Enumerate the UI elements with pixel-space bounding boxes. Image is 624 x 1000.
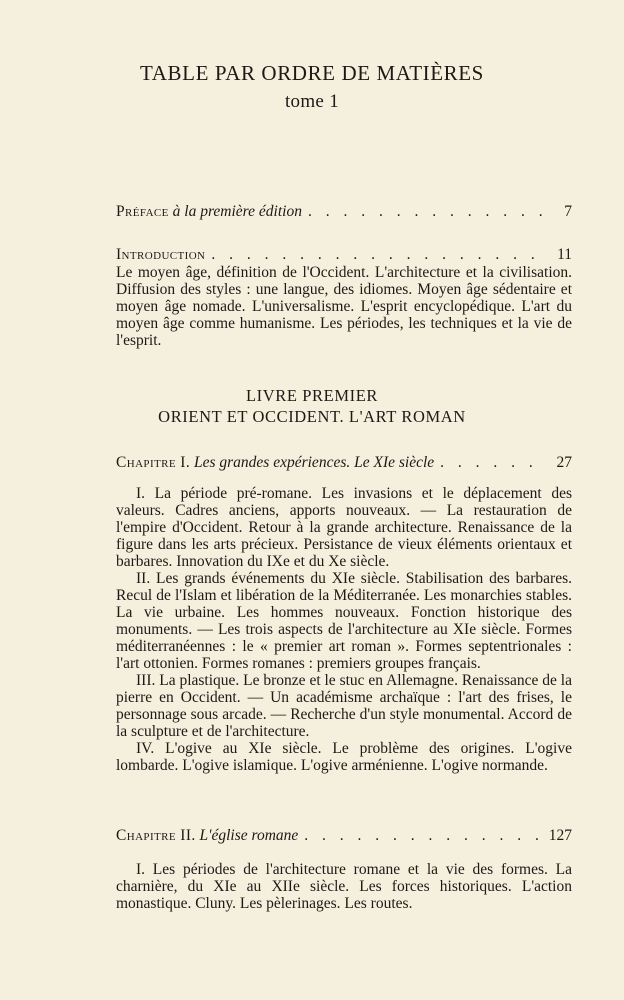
chapitre-1-section-2: II. Les grands événements du XIe siècle. Stabilisation des barbares. Recul de l'Islam et libération de la Méditerranée. Les monarchies stables. La vie urbaine. Les hommes nouveaux. Fonction historique des monuments. — Les trois aspects de l'architecture au XIe siècle. Formes méditerranéennes : le « premier art roman ». Formes septentrionales : l'art ottonien. Formes romanes : premiers groupes français. — [116, 570, 572, 672]
preface-label-italic: à la première édition — [172, 203, 302, 220]
chapitre-1-section-1: I. La période pré-romane. Les invasions et le déplacement des valeurs. Cadres anciens, apports nouveaux. — La restauration de l'empire d'Occident. Retour à la grande architecture. Renaissance de la figure dans les arts précieux. Persistance de vieux éléments orientaux et barbares. Innovation du IXe et du Xe siècle. — [116, 485, 572, 570]
preface-label — [116, 203, 302, 221]
leader-dots — [304, 827, 542, 845]
chapitre-2-number: Chapitre II. — [116, 827, 196, 844]
introduction-label: Introduction — [116, 246, 206, 263]
toc-entry-chapitre-2 — [116, 827, 572, 845]
page-title: TABLE PAR ORDRE DE MATIÈRES — [140, 61, 484, 85]
chapitre-1-section-3: III. La plastique. Le bronze et le stuc en Allemagne. Renaissance de la pierre en Occident. — Un académisme archaïque : l'art des frises, le personnage sous arcade. — Recherche d'un style monumental. Accord de la sculpture et de l'architecture. — [116, 672, 572, 740]
chapitre-1-label — [116, 454, 434, 472]
preface-page-number: 7 — [564, 203, 572, 220]
chapitre-1-title: Les grandes expériences. Le XIe siècle — [193, 454, 435, 471]
volume-subtitle: tome 1 — [284, 91, 340, 112]
leader-dots — [211, 246, 542, 264]
livre-title: ORIENT ET OCCIDENT. L'ART ROMAN — [158, 407, 466, 426]
chapitre-1-page-number: 27 — [556, 454, 572, 471]
toc-entry-preface — [116, 203, 572, 221]
livre-heading — [0, 385, 624, 427]
introduction-summary — [116, 264, 572, 349]
chapitre-2-section-1: I. Les périodes de l'architecture romane et la vie des formes. La charnière, du XIe au XIIe siècle. Les forces historiques. L'action monastique. Cluny. Les pèlerinages. Les routes. — [116, 861, 572, 912]
introduction-page-number: 11 — [557, 246, 572, 263]
chapitre-1-number: Chapitre I. — [116, 454, 191, 471]
leader-dots — [440, 454, 542, 472]
livre-number: LIVRE PREMIER — [245, 386, 378, 405]
chapitre-2-label — [116, 827, 298, 845]
introduction-text: Le moyen âge, définition de l'Occident. L'architecture et la civilisation. Diffusion des styles : une langue, des idiomes. Moyen âge sédentaire et moyen âge nomade. L'universalisme. L'esprit encyclopédique. L'art du moyen âge comme humanisme. Les périodes, les techniques et la vie de l'esprit. — [116, 264, 572, 349]
preface-label-smallcaps: Préface — [116, 203, 169, 220]
chapitre-1-section-4: IV. L'ogive au XIe siècle. Le problème des origines. L'ogive lombarde. L'ogive islamique. L'ogive arménienne. L'ogive normande. — [116, 740, 572, 774]
leader-dots — [308, 203, 542, 221]
toc-entry-chapitre-1 — [116, 454, 572, 472]
chapitre-2-page-number: 127 — [548, 827, 572, 844]
chapitre-2-summary — [116, 861, 572, 912]
chapitre-1-summary — [116, 485, 572, 774]
toc-entry-introduction — [116, 246, 572, 264]
chapitre-2-title: L'église romane — [199, 827, 299, 844]
